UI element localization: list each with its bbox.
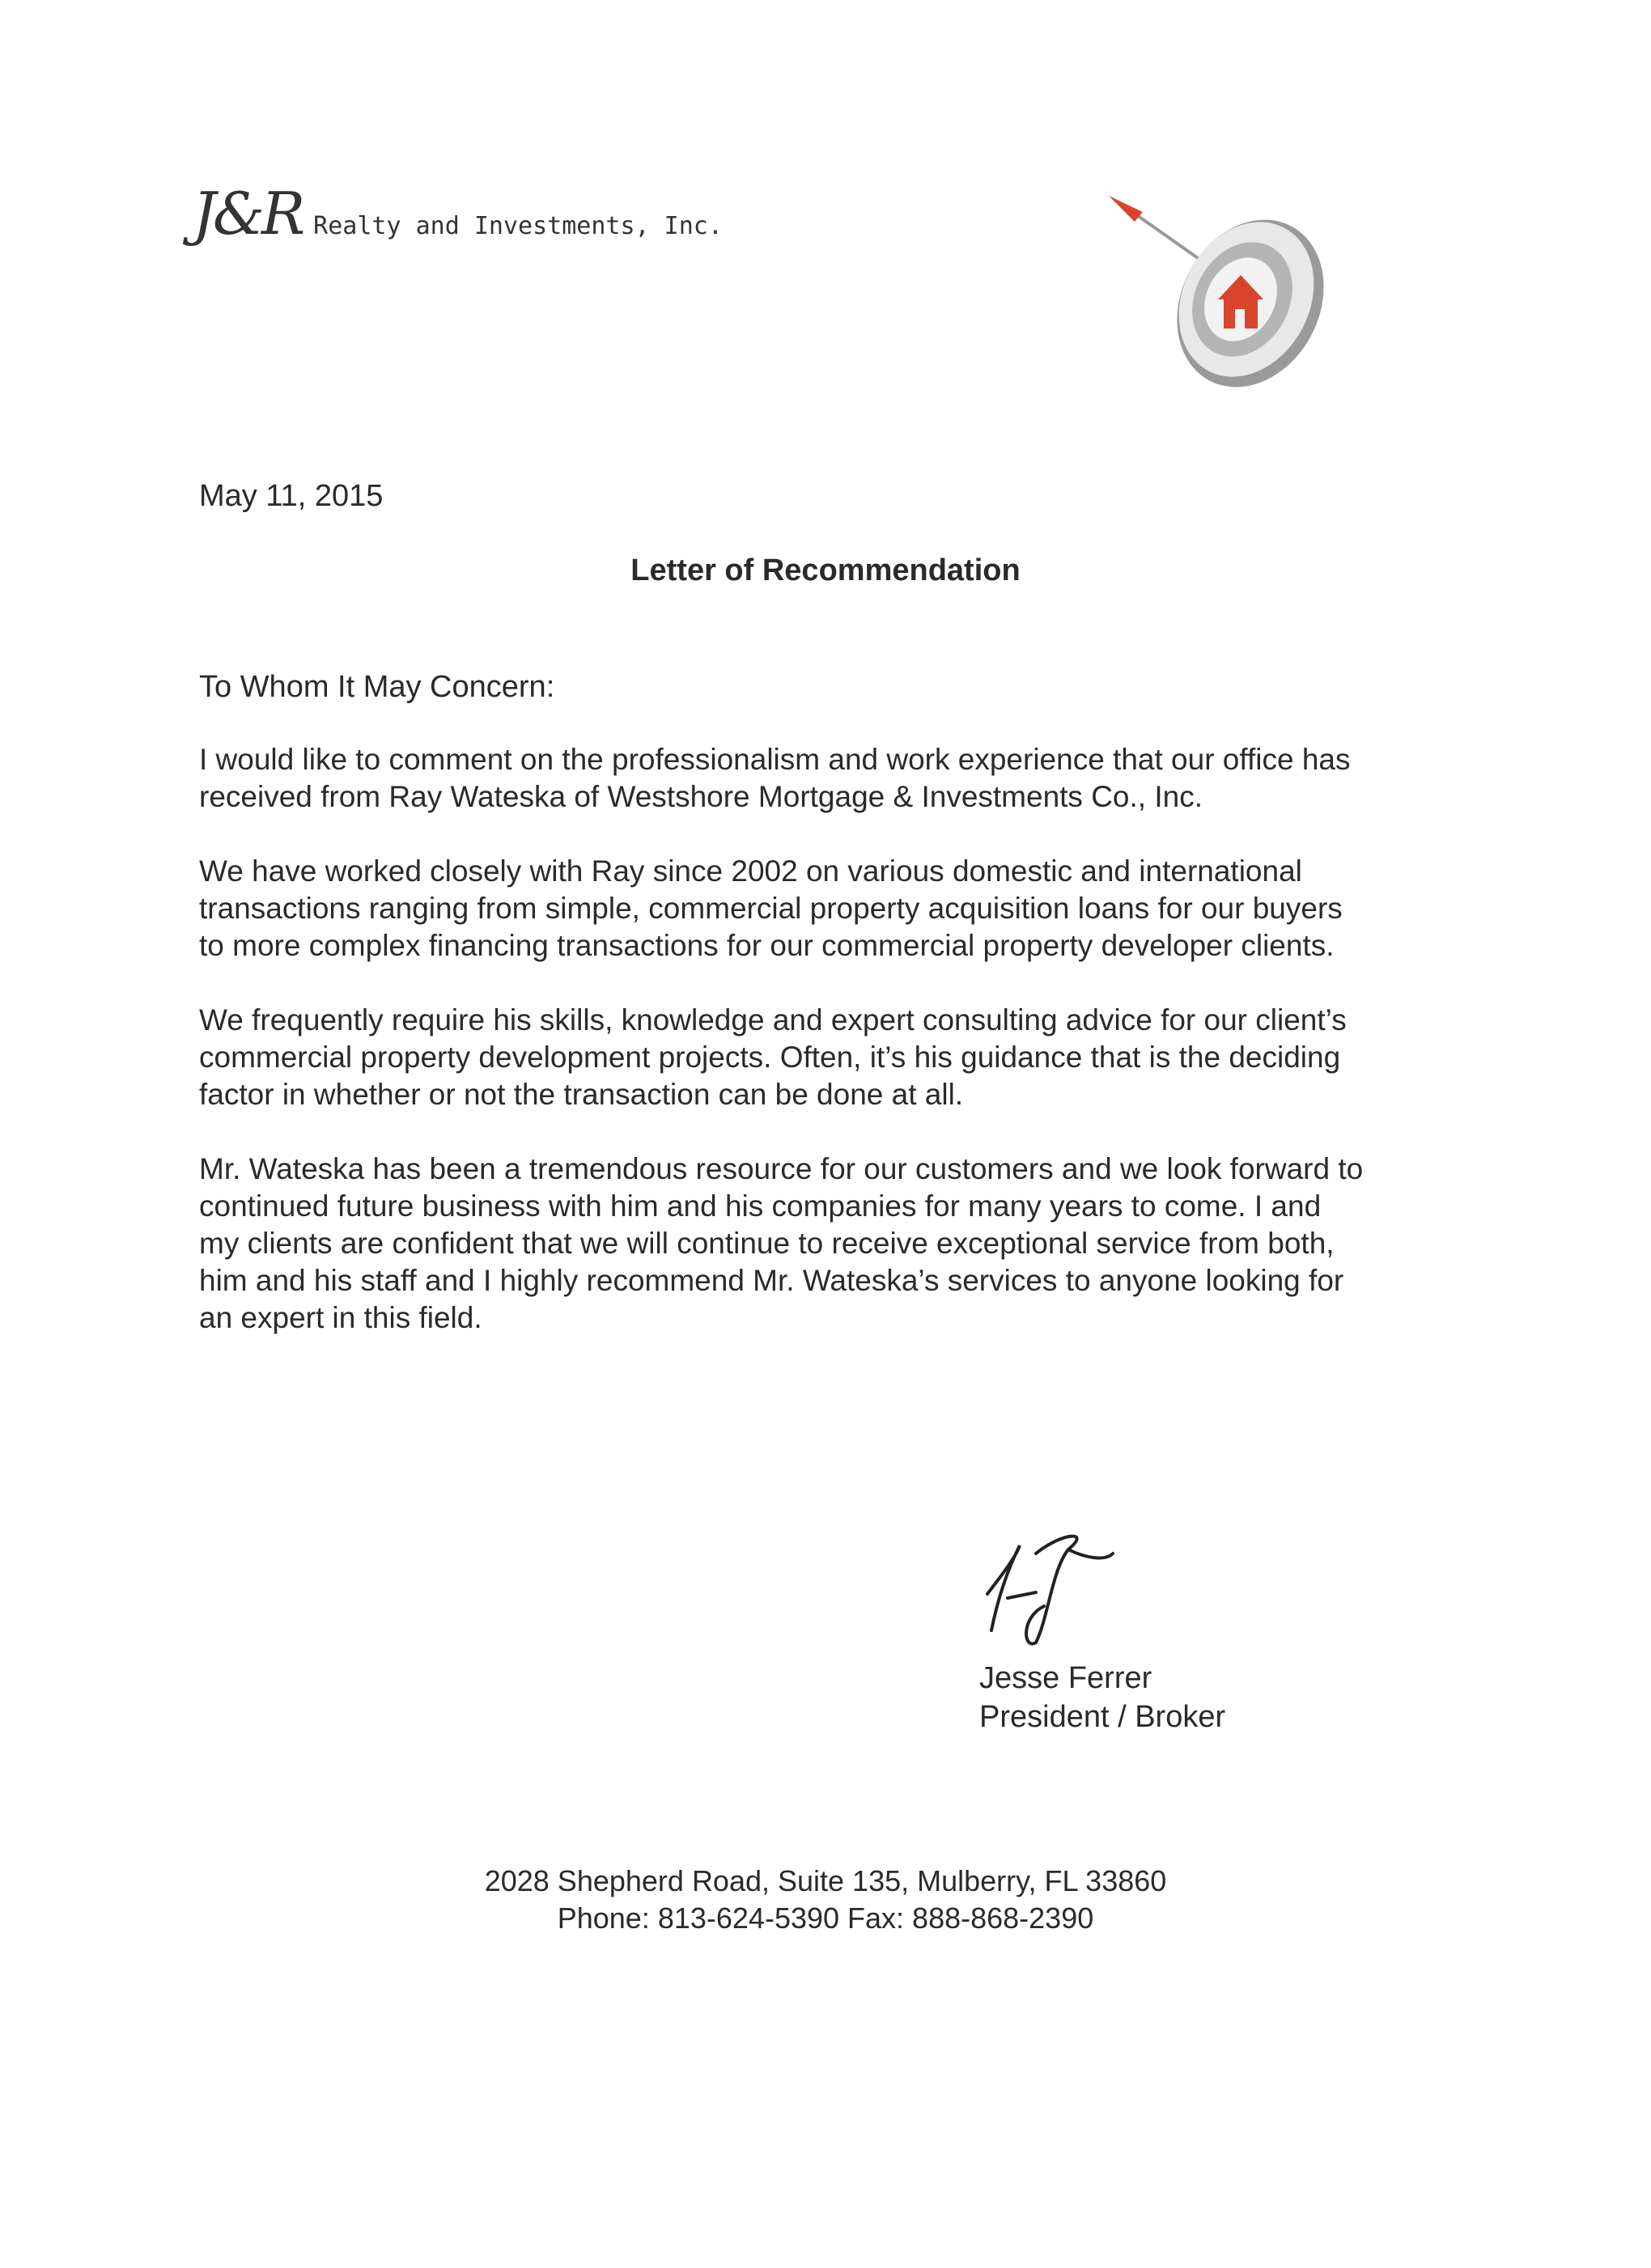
salutation: To Whom It May Concern: bbox=[199, 670, 555, 704]
letter-date: May 11, 2015 bbox=[199, 479, 384, 513]
body-paragraph-4: Mr. Wateska has been a tremendous resource for our customers and we look forward to continued future business with him and his companies for many years to come. I and my clients are confident that we will continue to receive exceptional service from both, him and his staff and I highly recommend Mr. Wateska’s services to anyone looking for an expert in this field. bbox=[199, 1152, 1364, 1334]
company-logo-mark: J&R bbox=[193, 180, 303, 248]
handwritten-signature-icon bbox=[971, 1521, 1157, 1659]
letter-footer bbox=[0, 1863, 1651, 1937]
body-paragraph-1: I would like to comment on the professionalism and work experience that our office has received from Ray Wateska of Westshore Mortgage & Investments Co., Inc. bbox=[199, 743, 1351, 813]
footer-address: 2028 Shepherd Road, Suite 135, Mulberry, FL 33860 bbox=[484, 1864, 1167, 1897]
signer-name: Jesse Ferrer bbox=[979, 1661, 1152, 1695]
target-house-arrow-icon bbox=[1084, 186, 1352, 396]
letter-title: Letter of Recommendation bbox=[630, 553, 1021, 587]
footer-contact: Phone: 813-624-5390 Fax: 888-868-2390 bbox=[557, 1901, 1094, 1935]
letterhead bbox=[193, 180, 723, 248]
house-door bbox=[1235, 309, 1245, 329]
body-paragraph-2: We have worked closely with Ray since 2002 on various domestic and international transactions ranging from simple, commercial property acquisition loans for our buyers to more complex financing transactions for our commercial property developer clients. bbox=[199, 854, 1343, 962]
letter-body bbox=[199, 741, 1510, 1374]
signer-title: President / Broker bbox=[979, 1700, 1226, 1734]
body-paragraph-3: We frequently require his skills, knowledge and expert consulting advice for our client’s commercial property development projects. Often, it’s his guidance that is the deciding factor in whether or not the transaction can be done at all. bbox=[199, 1003, 1347, 1111]
arrow-fletching bbox=[1109, 196, 1143, 222]
company-name: Realty and Investments, Inc. bbox=[313, 212, 723, 240]
signature-block bbox=[979, 1521, 1225, 1736]
